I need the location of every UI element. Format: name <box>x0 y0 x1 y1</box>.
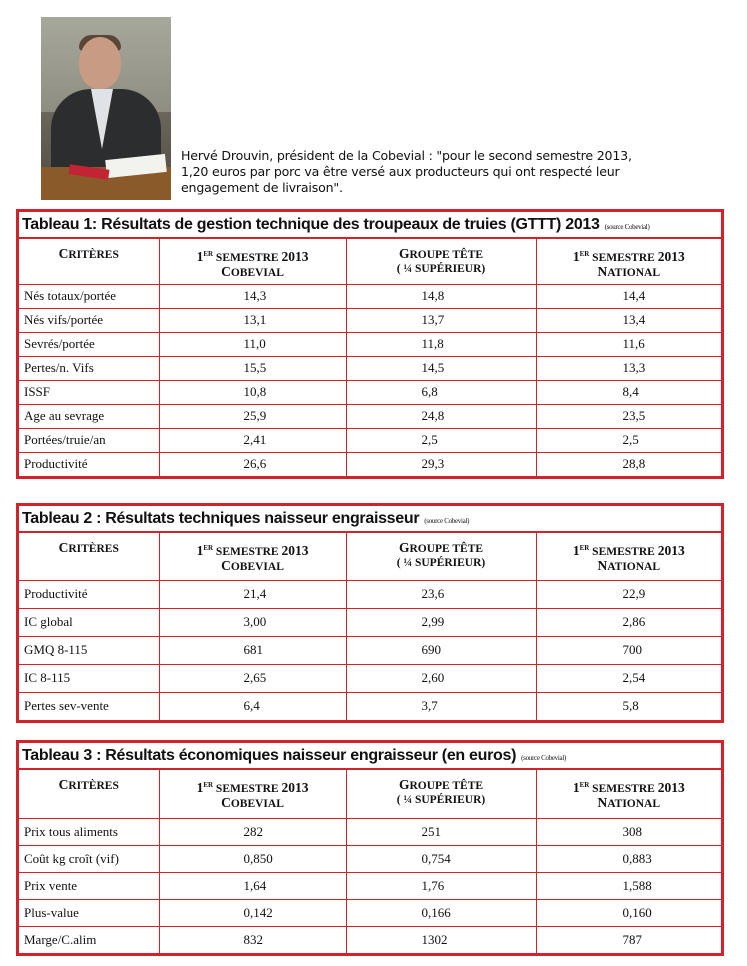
cell-value: 0,142 <box>159 899 346 926</box>
cell-value: 681 <box>159 636 346 664</box>
table-row <box>19 428 721 452</box>
header-text: COBEVIAL <box>221 557 284 573</box>
header-text: GROUPE TÊTE <box>398 246 484 261</box>
table-body <box>19 580 721 720</box>
table-source: (source Cobevial) <box>604 223 650 231</box>
cell-value: 2,65 <box>159 664 346 692</box>
cell-value: 0,883 <box>536 845 721 872</box>
cell-value: 14,4 <box>536 284 721 308</box>
row-label: Pertes sev-vente <box>19 692 159 720</box>
table-title <box>19 743 721 770</box>
header-criteres <box>19 239 159 284</box>
cell-value: 11,0 <box>159 332 346 356</box>
row-label: ISSF <box>19 380 159 404</box>
header-cobevial <box>159 239 346 284</box>
photo-caption <box>181 148 651 196</box>
cell-value: 14,3 <box>159 284 346 308</box>
table-body <box>19 818 721 953</box>
table-2 <box>16 503 724 723</box>
president-photo <box>41 17 171 200</box>
table-1-grid <box>19 239 721 476</box>
table-row <box>19 664 721 692</box>
cell-value: 832 <box>159 926 346 953</box>
header-text: 1ER SEMESTRE 2013 <box>572 779 685 795</box>
header-groupe-tete <box>346 770 536 818</box>
header-text: 1ER SEMESTRE 2013 <box>572 542 685 558</box>
header-text: CRITÈRES <box>58 777 119 792</box>
cell-value: 13,7 <box>346 308 536 332</box>
table-2-grid <box>19 533 721 720</box>
table-header-row <box>19 533 721 580</box>
header-text: 1ER SEMESTRE 2013 <box>196 779 309 795</box>
cell-value: 308 <box>536 818 721 845</box>
cell-value: 22,9 <box>536 580 721 608</box>
table-title <box>19 212 721 239</box>
row-label: Prix tous aliments <box>19 818 159 845</box>
table-row <box>19 692 721 720</box>
row-label: Plus-value <box>19 899 159 926</box>
cell-value: 6,8 <box>346 380 536 404</box>
row-label: Sevrés/portée <box>19 332 159 356</box>
table-title-text: Tableau 3 : Résultats économiques naisseur engraisseur (en euros) <box>22 747 517 764</box>
table-row <box>19 308 721 332</box>
header-text: COBEVIAL <box>221 263 284 279</box>
header-text: NATIONAL <box>597 794 661 810</box>
header-text: NATIONAL <box>597 557 661 573</box>
table-title-text: Tableau 1: Résultats de gestion technique des troupeaux de truies (GTTT) 2013 <box>22 216 600 233</box>
caption-line: 1,20 euros par porc va être versé aux producteurs qui ont respecté leur <box>181 164 620 179</box>
table-row <box>19 380 721 404</box>
table-row <box>19 926 721 953</box>
cell-value: 282 <box>159 818 346 845</box>
cell-value: 11,6 <box>536 332 721 356</box>
table-row <box>19 899 721 926</box>
table-row <box>19 818 721 845</box>
cell-value: 23,5 <box>536 404 721 428</box>
table-row <box>19 404 721 428</box>
cell-value: 2,54 <box>536 664 721 692</box>
table-header-row <box>19 239 721 284</box>
cell-value: 1,76 <box>346 872 536 899</box>
table-row <box>19 452 721 476</box>
cell-value: 29,3 <box>346 452 536 476</box>
table-source: (source Cobevial) <box>424 517 470 525</box>
cell-value: 0,850 <box>159 845 346 872</box>
row-label: Pertes/n. Vifs <box>19 356 159 380</box>
caption-line: Hervé Drouvin, président de la Cobevial : "pour le second semestre 2013, <box>181 148 632 163</box>
cell-value: 2,5 <box>536 428 721 452</box>
cell-value: 24,8 <box>346 404 536 428</box>
row-label: Productivité <box>19 580 159 608</box>
header-national <box>536 770 721 818</box>
cell-value: 28,8 <box>536 452 721 476</box>
table-row <box>19 356 721 380</box>
table-3 <box>16 740 724 956</box>
table-body <box>19 284 721 476</box>
row-label: Nés totaux/portée <box>19 284 159 308</box>
cell-value: 1,64 <box>159 872 346 899</box>
header-text: COBEVIAL <box>221 794 284 810</box>
cell-value: 787 <box>536 926 721 953</box>
cell-value: 21,4 <box>159 580 346 608</box>
cell-value: 2,5 <box>346 428 536 452</box>
header-text: 1ER SEMESTRE 2013 <box>196 248 309 264</box>
row-label: Portées/truie/an <box>19 428 159 452</box>
row-label: Marge/C.alim <box>19 926 159 953</box>
row-label: IC global <box>19 608 159 636</box>
header-national <box>536 533 721 580</box>
cell-value: 2,60 <box>346 664 536 692</box>
header-text: ( ¼ SUPÉRIEUR) <box>396 263 486 275</box>
cell-value: 0,166 <box>346 899 536 926</box>
header-criteres <box>19 770 159 818</box>
table-header-row <box>19 770 721 818</box>
cell-value: 0,160 <box>536 899 721 926</box>
header-text: ( ¼ SUPÉRIEUR) <box>396 557 486 569</box>
table-row <box>19 332 721 356</box>
header-groupe-tete <box>346 239 536 284</box>
cell-value: 25,9 <box>159 404 346 428</box>
table-source: (source Cobevial) <box>521 754 567 762</box>
cell-value: 6,4 <box>159 692 346 720</box>
cell-value: 13,3 <box>536 356 721 380</box>
header-text: GROUPE TÊTE <box>398 777 484 792</box>
table-row <box>19 872 721 899</box>
table-row <box>19 284 721 308</box>
cell-value: 14,8 <box>346 284 536 308</box>
cell-value: 15,5 <box>159 356 346 380</box>
row-label: Nés vifs/portée <box>19 308 159 332</box>
cell-value: 26,6 <box>159 452 346 476</box>
header-text: CRITÈRES <box>58 246 119 261</box>
table-title <box>19 506 721 533</box>
cell-value: 5,8 <box>536 692 721 720</box>
cell-value: 3,00 <box>159 608 346 636</box>
header-national <box>536 239 721 284</box>
cell-value: 10,8 <box>159 380 346 404</box>
row-label: Age au sevrage <box>19 404 159 428</box>
header-cobevial <box>159 533 346 580</box>
header-text: NATIONAL <box>597 263 661 279</box>
row-label: Productivité <box>19 452 159 476</box>
header-text: ( ¼ SUPÉRIEUR) <box>396 794 486 806</box>
header-groupe-tete <box>346 533 536 580</box>
table-row <box>19 580 721 608</box>
cell-value: 14,5 <box>346 356 536 380</box>
cell-value: 1302 <box>346 926 536 953</box>
cell-value: 2,99 <box>346 608 536 636</box>
row-label: Prix vente <box>19 872 159 899</box>
cell-value: 251 <box>346 818 536 845</box>
header-text: 1ER SEMESTRE 2013 <box>196 542 309 558</box>
caption-line: engagement de livraison". <box>181 180 343 195</box>
cell-value: 700 <box>536 636 721 664</box>
header-text: 1ER SEMESTRE 2013 <box>572 248 685 264</box>
cell-value: 0,754 <box>346 845 536 872</box>
cell-value: 2,86 <box>536 608 721 636</box>
table-row <box>19 845 721 872</box>
header-text: CRITÈRES <box>58 540 119 555</box>
header-cobevial <box>159 770 346 818</box>
row-label: IC 8-115 <box>19 664 159 692</box>
cell-value: 2,41 <box>159 428 346 452</box>
table-row <box>19 608 721 636</box>
cell-value: 8,4 <box>536 380 721 404</box>
cell-value: 11,8 <box>346 332 536 356</box>
cell-value: 13,4 <box>536 308 721 332</box>
cell-value: 1,588 <box>536 872 721 899</box>
cell-value: 23,6 <box>346 580 536 608</box>
header-text: GROUPE TÊTE <box>398 540 484 555</box>
row-label: GMQ 8-115 <box>19 636 159 664</box>
cell-value: 3,7 <box>346 692 536 720</box>
table-3-grid <box>19 770 721 953</box>
row-label: Coût kg croît (vif) <box>19 845 159 872</box>
table-row <box>19 636 721 664</box>
cell-value: 690 <box>346 636 536 664</box>
table-1 <box>16 209 724 479</box>
cell-value: 13,1 <box>159 308 346 332</box>
header-criteres <box>19 533 159 580</box>
table-title-text: Tableau 2 : Résultats techniques naisseur engraisseur <box>22 510 420 527</box>
